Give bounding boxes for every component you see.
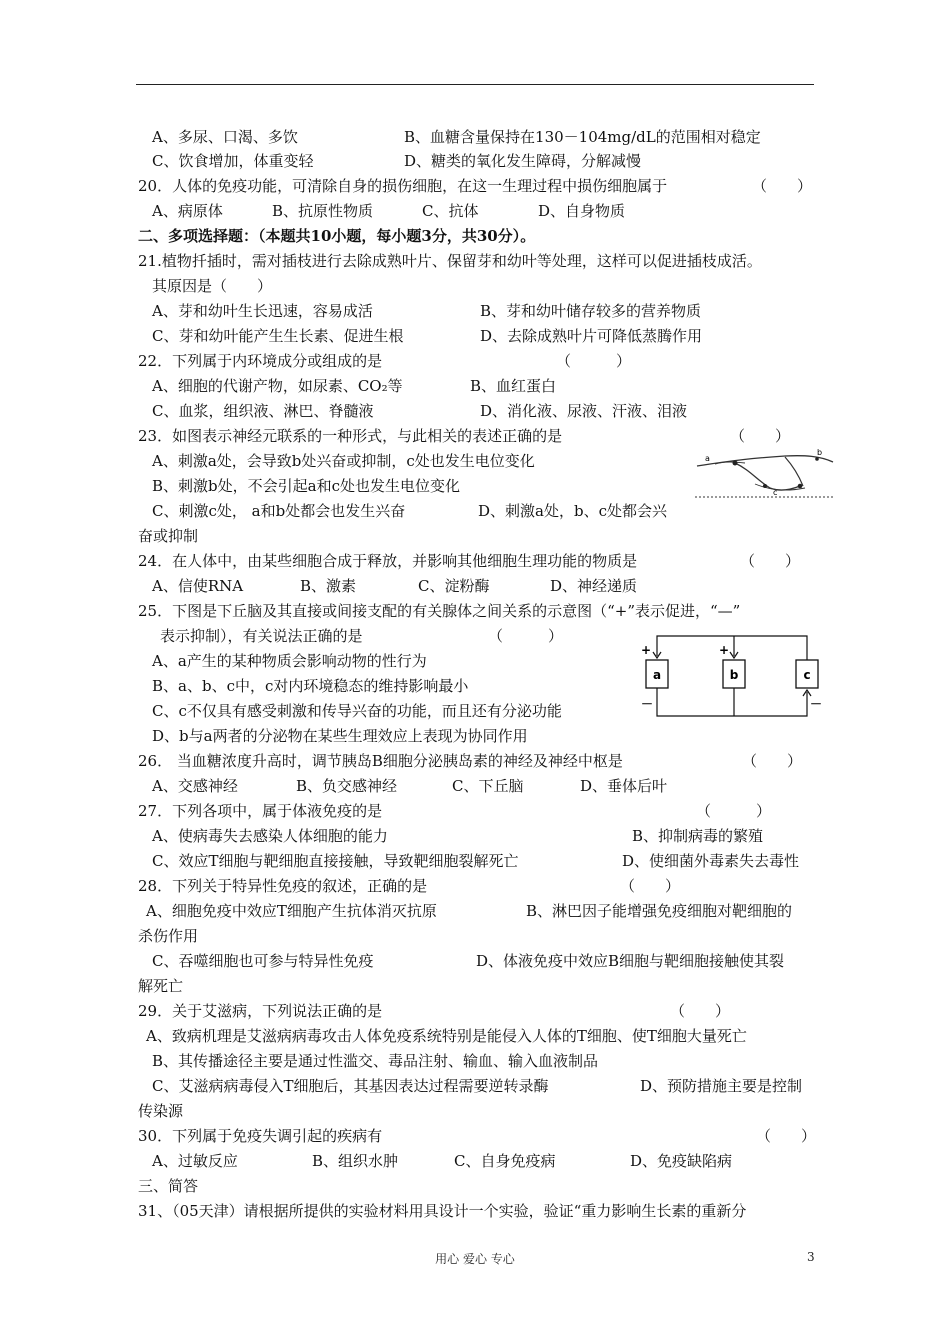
page-number: 3 bbox=[807, 1250, 815, 1264]
q20-stem: 20．人体的免疫功能，可清除自身的损伤细胞，在这一生理过程中损伤细胞属于 bbox=[138, 177, 668, 195]
q28-option-c: C、吞噬细胞也可参与特异性免疫 bbox=[152, 952, 374, 970]
q19-option-b: B、血糖含量保持在130－104mg/dL的范围相对稳定 bbox=[404, 128, 761, 146]
q29-option-a: A、致病机理是艾滋病病毒攻击人体免疫系统特别是能侵入人体的T细胞、使T细胞大量死亡 bbox=[146, 1027, 747, 1045]
q26-option-a: A、交感神经 bbox=[152, 777, 238, 795]
q19-option-a: A、多尿、口渴、多饮 bbox=[152, 128, 298, 146]
q29-option-d-cont: 传染源 bbox=[138, 1102, 184, 1120]
q23-option-b: B、刺激b处，不会引起a和c处也发生电位变化 bbox=[152, 477, 460, 495]
q23-option-d-cont: 奋或抑制 bbox=[138, 527, 199, 545]
q23-option-c: C、刺激c处， a和b处都会也发生兴奋 bbox=[152, 502, 406, 520]
q25-option-c: C、c不仅具有感受刺激和传导兴奋的功能，而且还有分泌功能 bbox=[152, 702, 562, 720]
q25-answer-blank: （ ） bbox=[488, 627, 564, 645]
q27-answer-blank: （ ） bbox=[696, 802, 772, 820]
q24-stem: 24．在人体中，由某些细胞合成于释放，并影响其他细胞生理功能的物质是 bbox=[138, 552, 638, 570]
box-label-c: c bbox=[803, 668, 811, 682]
q22-option-b: B、血红蛋白 bbox=[470, 377, 557, 395]
q27-option-d: D、使细菌外毒素失去毒性 bbox=[622, 852, 800, 870]
q30-option-d: D、免疫缺陷病 bbox=[630, 1152, 733, 1170]
q26-option-c: C、下丘脑 bbox=[452, 777, 524, 795]
q21-stem: 21.植物扦插时，需对插枝进行去除成熟叶片、保留芽和幼叶等处理，这样可以促进插枝成活。 bbox=[138, 252, 762, 270]
q29-option-b: B、其传播途径主要是通过性滥交、毒品注射、输血、输入血液制品 bbox=[152, 1052, 599, 1070]
q24-answer-blank: （ ） bbox=[740, 552, 801, 570]
q23-stem: 23．如图表示神经元联系的一种形式，与此相关的表述正确的是 bbox=[138, 427, 563, 445]
q30-option-b: B、组织水肿 bbox=[312, 1152, 399, 1170]
q28-option-a: A、细胞免疫中效应T细胞产生抗体消灭抗原 bbox=[146, 902, 437, 920]
q23-option-d: D、刺激a处，b、c处都会兴 bbox=[478, 502, 667, 520]
q26-option-b: B、负交感神经 bbox=[296, 777, 398, 795]
q22-answer-blank: （ ） bbox=[556, 352, 632, 370]
sign-minus-a: － bbox=[641, 697, 654, 711]
box-label-b: b bbox=[729, 668, 739, 682]
sign-plus-a: + bbox=[641, 643, 652, 657]
neuron-label-b: b bbox=[817, 448, 823, 457]
q24-option-b: B、激素 bbox=[300, 577, 357, 595]
q29-option-c: C、艾滋病病毒侵入T细胞后，其基因表达过程需要逆转录酶 bbox=[152, 1077, 549, 1095]
q22-option-a: A、细胞的代谢产物，如尿素、CO₂等 bbox=[152, 377, 403, 395]
q25-stem: 25．下图是下丘脑及其直接或间接支配的有关腺体之间关系的示意图（“+”表示促进，“—” bbox=[138, 602, 741, 620]
q25-stem-cont: 表示抑制），有关说法正确的是 bbox=[160, 627, 363, 645]
q28-option-d-cont: 解死亡 bbox=[138, 977, 184, 995]
q22-option-c: C、血浆，组织液、淋巴、脊髓液 bbox=[152, 402, 374, 420]
q31-stem: 31、（05天津）请根据所提供的实验材料用具设计一个实验，验证“重力影响生长素的重新分 bbox=[138, 1202, 747, 1220]
q24-option-d: D、神经递质 bbox=[550, 577, 638, 595]
q29-stem: 29．关于艾滋病，下列说法正确的是 bbox=[138, 1002, 383, 1020]
neuron-label-a: a bbox=[705, 454, 710, 463]
q30-stem: 30．下列属于免疫失调引起的疾病有 bbox=[138, 1127, 383, 1145]
neuron-label-c: c bbox=[773, 488, 778, 497]
q26-answer-blank: （ ） bbox=[742, 752, 803, 770]
q26-stem: 26． 当血糖浓度升高时，调节胰岛B细胞分泌胰岛素的神经及神经中枢是 bbox=[138, 752, 623, 770]
q22-stem: 22．下列属于内环境成分或组成的是 bbox=[138, 352, 383, 370]
q20-option-a: A、病原体 bbox=[152, 202, 223, 220]
gland-regulation-diagram bbox=[636, 628, 826, 722]
q30-answer-blank: （ ） bbox=[756, 1127, 817, 1145]
q27-option-a: A、使病毒失去感染人体细胞的能力 bbox=[152, 827, 388, 845]
q22-option-d: D、消化液、尿液、汗液、泪液 bbox=[480, 402, 688, 420]
q19-option-c: C、饮食增加，体重变轻 bbox=[152, 152, 314, 170]
q24-option-a: A、信使RNA bbox=[152, 577, 244, 595]
q21-option-a: A、芽和幼叶生长迅速，容易成活 bbox=[152, 302, 373, 320]
q27-option-c: C、效应T细胞与靶细胞直接接触，导致靶细胞裂解死亡 bbox=[152, 852, 519, 870]
q30-option-a: A、过敏反应 bbox=[152, 1152, 238, 1170]
q19-option-d: D、糖类的氧化发生障碍，分解减慢 bbox=[404, 152, 642, 170]
q25-option-a: A、a产生的某种物质会影响动物的性行为 bbox=[152, 652, 427, 670]
q27-stem: 27．下列各项中，属于体液免疫的是 bbox=[138, 802, 383, 820]
q20-option-b: B、抗原性物质 bbox=[272, 202, 374, 220]
q29-answer-blank: （ ） bbox=[670, 1002, 731, 1020]
q26-option-d: D、垂体后叶 bbox=[580, 777, 668, 795]
q21-option-c: C、芽和幼叶能产生生长素、促进生根 bbox=[152, 327, 404, 345]
page-footer: 用心 爱心 专心 bbox=[435, 1252, 515, 1266]
q21-option-b: B、芽和幼叶储存较多的营养物质 bbox=[480, 302, 702, 320]
q24-option-c: C、淀粉酶 bbox=[418, 577, 490, 595]
q23-answer-blank: （ ） bbox=[730, 427, 791, 445]
q23-option-a: A、刺激a处，会导致b处兴奋或抑制，c处也发生电位变化 bbox=[152, 452, 535, 470]
box-label-a: a bbox=[652, 668, 662, 682]
q20-option-d: D、自身物质 bbox=[538, 202, 626, 220]
q25-option-d: D、b与a两者的分泌物在某些生理效应上表现为协同作用 bbox=[152, 727, 528, 745]
q28-answer-blank: （ ） bbox=[620, 877, 681, 895]
q28-option-b-cont: 杀伤作用 bbox=[138, 927, 199, 945]
sign-plus-b: + bbox=[719, 643, 730, 657]
q20-option-c: C、抗体 bbox=[422, 202, 479, 220]
header-rule bbox=[136, 84, 814, 85]
q28-option-b: B、淋巴因子能增强免疫细胞对靶细胞的 bbox=[526, 902, 793, 920]
q21-option-d: D、去除成熟叶片可降低蒸腾作用 bbox=[480, 327, 703, 345]
q30-option-c: C、自身免疫病 bbox=[454, 1152, 556, 1170]
section-2-heading: 二、多项选择题：（本题共10小题，每小题3分，共30分）。 bbox=[138, 227, 536, 245]
q27-option-b: B、抑制病毒的繁殖 bbox=[632, 827, 764, 845]
q20-answer-blank: （ ） bbox=[752, 177, 813, 195]
q25-option-b: B、a、b、c中，c对内环境稳态的维持影响最小 bbox=[152, 677, 469, 695]
sign-minus-c: － bbox=[810, 697, 823, 711]
q29-option-d: D、预防措施主要是控制 bbox=[640, 1077, 803, 1095]
q28-stem: 28．下列关于特异性免疫的叙述，正确的是 bbox=[138, 877, 428, 895]
q21-stem-cont: 其原因是（ ） bbox=[152, 277, 273, 295]
q28-option-d: D、体液免疫中效应B细胞与靶细胞接触使其裂 bbox=[476, 952, 785, 970]
neuron-diagram bbox=[695, 446, 835, 504]
section-3-heading: 三、简答 bbox=[138, 1177, 199, 1195]
